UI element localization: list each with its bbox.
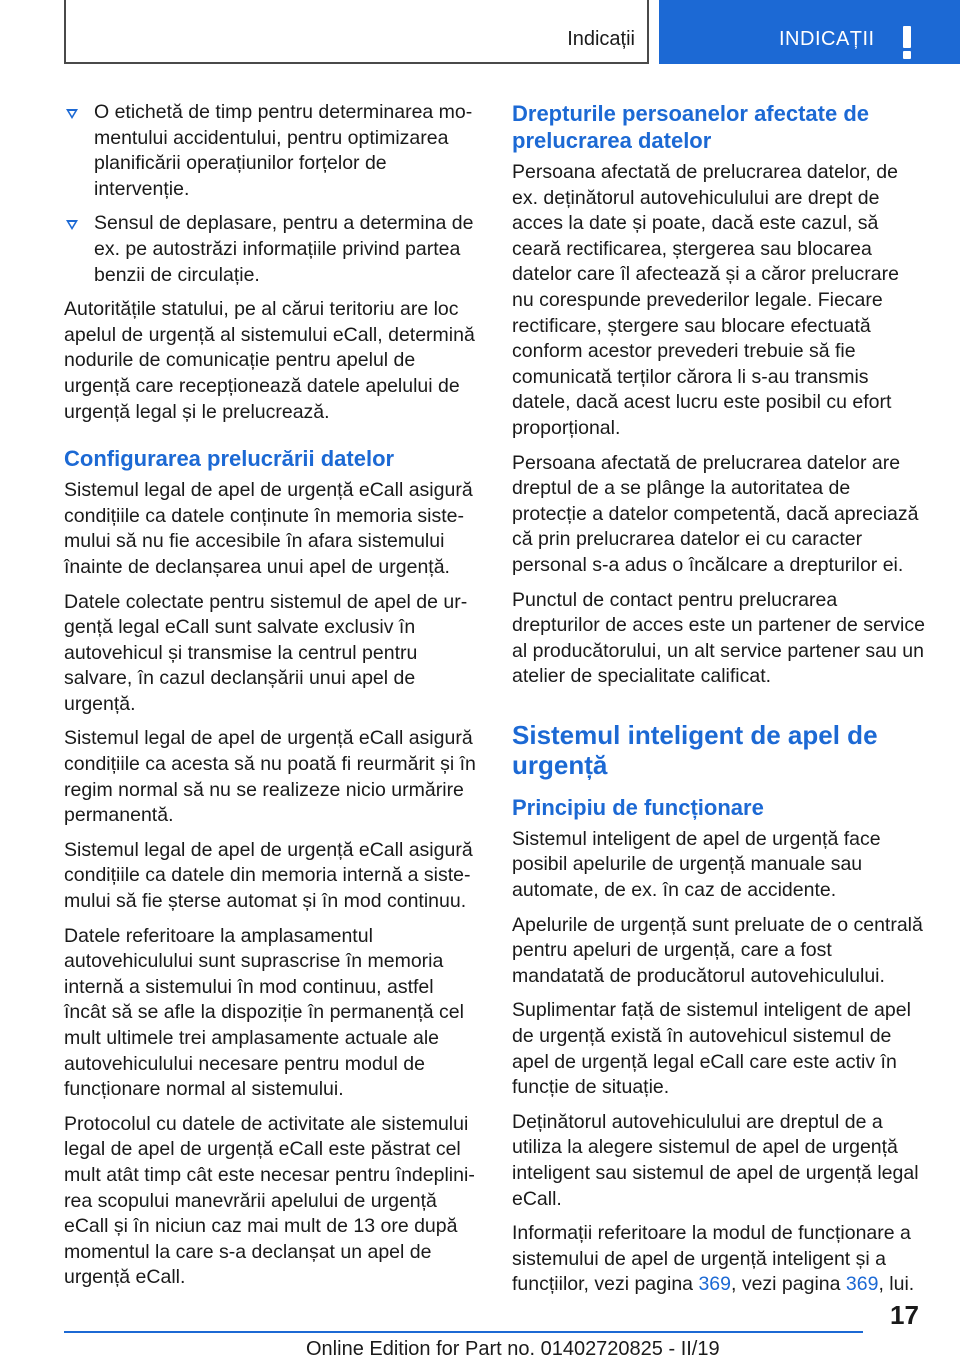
paragraph: Sistemul inteligent de apel de urgență face posibil apelurile de urgență manuale sau automate, de ex. în caz de accidente. xyxy=(512,827,881,902)
triangle-bullet-icon xyxy=(66,220,78,230)
footer-divider xyxy=(64,1331,863,1333)
paragraph-text: , lui. xyxy=(878,1273,915,1296)
list-item xyxy=(64,100,478,202)
paragraph-text: , vezi pagina xyxy=(731,1273,846,1296)
paragraph: Autoritățile statului, pe al cărui teritoriu are loc apelul de urgență al sistemului eCall, determină nodurile de comunicație pentru apelul de urgență care recepționează datele apelului de urgență legal și le prelucrează. xyxy=(64,298,475,423)
header-section-box xyxy=(64,0,649,64)
page-number: 17 xyxy=(890,1300,919,1330)
heading-principle: Principiu de funcționare xyxy=(512,794,764,820)
list-item-text: Sensul de deplasare, pentru a determina de ex. pe autostrăzi informațiile privind partea benzii de circulație. xyxy=(94,212,474,286)
header-section-title: Indicații xyxy=(567,28,635,50)
right-column xyxy=(512,100,926,1307)
paragraph: Datele referitoare la amplasamentul autovehiculului sunt suprascrise în memoria internă a sistemului în mod continuu, astfel încât să se afle la dispoziție în permanență cel mult ultimele trei amplasamente actuale ale autovehiculului necesare pentru modul de funcționare normal al sistemului. xyxy=(64,924,464,1101)
paragraph-text: Informații referitoare la modul de funcționare a sistemului de apel de urgență inteligent și a funcțiilor, vezi pagina xyxy=(512,1222,911,1296)
heading-smart-emergency-call: Sistemul inteligent de apel de urgență xyxy=(512,719,878,780)
paragraph: Suplimentar față de sistemul inteligent de apel de urgență există în autovehicul sistemul de apel de urgență legal eCall care este activ în funcție de situație. xyxy=(512,999,911,1099)
header-chapter-title: INDICAȚII xyxy=(779,28,875,50)
paragraph: Sistemul legal de apel de urgență eCall asigură condițiile ca acesta să nu poată fi reurmărit și în regim normal să nu se realizeze nicio urmărire permanentă. xyxy=(64,727,476,827)
list-item-text: O etichetă de timp pentru determinarea momentului accidentului, pentru optimizarea planificării operațiunilor forțelor de intervenție. xyxy=(94,101,473,200)
paragraph: Deținătorul autovehiculului are dreptul de a utiliza la alegere sistemul de apel de urgență inteligent sau sistemul de apel de urgență legal eCall. xyxy=(512,1110,919,1210)
paragraph: Persoana afectată de prelucrarea datelor are dreptul de a se plânge la autoritatea de protecție a datelor competentă, dacă apreciază că prin prelucrarea datelor ei cu caracter personal s-a adus o încălcare a drepturilor ei. xyxy=(512,451,919,576)
heading-config: Configurarea prelucrării datelor xyxy=(64,446,395,472)
paragraph: Sistemul legal de apel de urgență eCall asigură condițiile ca datele conținute în memoria sistemului să nu fie accesibile în afara sistemului înainte de declanșarea unui apel de urgență. xyxy=(64,479,473,578)
paragraph: Protocolul cu datele de activitate ale sistemului legal de apel de urgență eCall este păstrat cel mult atât timp cât este necesar pentru îndeplinirea scopului manevrării apelului de urgență eCall și în niciun caz mai mult de 13 ore după momentul la care s-a declanșat un apel de urgență eCall. xyxy=(64,1112,475,1289)
header-chapter-box xyxy=(659,0,960,64)
exclamation-icon xyxy=(900,18,914,60)
page-link[interactable]: 369 xyxy=(698,1273,731,1296)
paragraph: Apelurile de urgență sunt preluate de o centrală pentru apeluri de urgență, care a fost mandatată de producătorul autovehiculului. xyxy=(512,913,923,987)
list-item xyxy=(64,211,478,288)
heading-rights: Drepturile persoanelor afectate de prelucrarea datelor xyxy=(512,101,870,153)
page-link[interactable]: 369 xyxy=(845,1273,879,1296)
footer-edition: Online Edition for Part no. 01402720825 - II/19 xyxy=(306,1338,720,1360)
paragraph: Persoana afectată de prelucrarea datelor, de ex. deținătorul autovehiculului are drept de acces la date și poate, dacă este cazul, să ceară rectificarea, ștergerea sau blocarea datelor care îl afectează și a căror prelucrare nu corespunde prevederilor legale. Fiecare rectificare, ștergere sau blocare efectuată conform acestor prevederi trebuie să fie comunicată terților cărora li s-au transmis datele, dacă acest lucru este posibil cu efort proporțional. xyxy=(512,161,899,439)
left-column xyxy=(64,100,478,1300)
paragraph-with-links xyxy=(512,1221,926,1298)
triangle-bullet-icon xyxy=(66,109,78,119)
paragraph: Sistemul legal de apel de urgență eCall asigură condițiile ca datele din memoria internă a sistemului să fie șterse automat și în mod continuu. xyxy=(64,838,473,913)
paragraph: Punctul de contact pentru prelucrarea drepturilor de acces este un partener de service al producătorului, un alt service partener sau un atelier de specialitate calificat. xyxy=(512,588,925,688)
paragraph: Datele colectate pentru sistemul de apel de urgență legal eCall sunt salvate exclusiv în autovehicul și transmise la centrul pentru salvare, în cazul declanșării unui apel de urgență. xyxy=(64,590,468,715)
